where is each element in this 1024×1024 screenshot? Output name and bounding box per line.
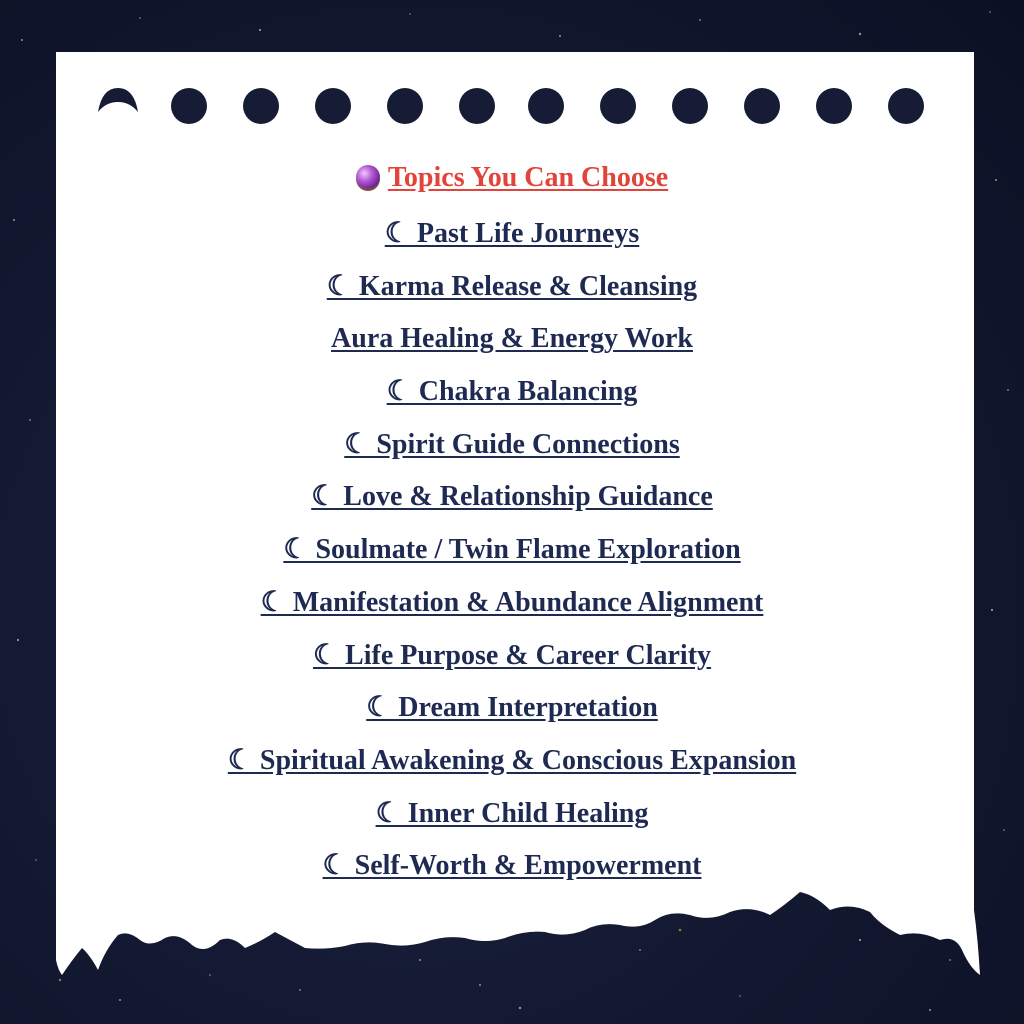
- topic-item[interactable]: ☾ Self-Worth & Empowerment: [322, 850, 702, 882]
- topics-heading: [60, 156, 964, 200]
- topic-item[interactable]: ☾ Dream Interpretation: [366, 692, 658, 724]
- topic-item[interactable]: ☾ Karma Release & Cleansing: [326, 270, 698, 302]
- topic-item[interactable]: ☾ Soulmate / Twin Flame Exploration: [283, 534, 741, 566]
- topic-item[interactable]: ☾ Spirit Guide Connections: [344, 428, 680, 460]
- crystal-ball-icon: [356, 165, 380, 189]
- topic-item[interactable]: Aura Healing & Energy Work: [331, 323, 693, 355]
- topic-item[interactable]: ☾ Life Purpose & Career Clarity: [312, 639, 712, 671]
- topic-item[interactable]: ☾ Inner Child Healing: [375, 797, 649, 829]
- topic-item[interactable]: ☾ Past Life Journeys: [384, 218, 640, 249]
- topic-list: [60, 208, 964, 893]
- topic-item[interactable]: ☾ Spiritual Awakening & Conscious Expansion: [227, 744, 797, 776]
- topic-item[interactable]: ☾ Manifestation & Abundance Alignment: [260, 586, 764, 618]
- topics-heading-text: Topics You Can Choose: [387, 162, 669, 193]
- topic-item[interactable]: ☾ Chakra Balancing: [386, 376, 638, 408]
- topics-panel: [60, 156, 964, 893]
- topic-item[interactable]: ☾ Love & Relationship Guidance: [311, 481, 713, 513]
